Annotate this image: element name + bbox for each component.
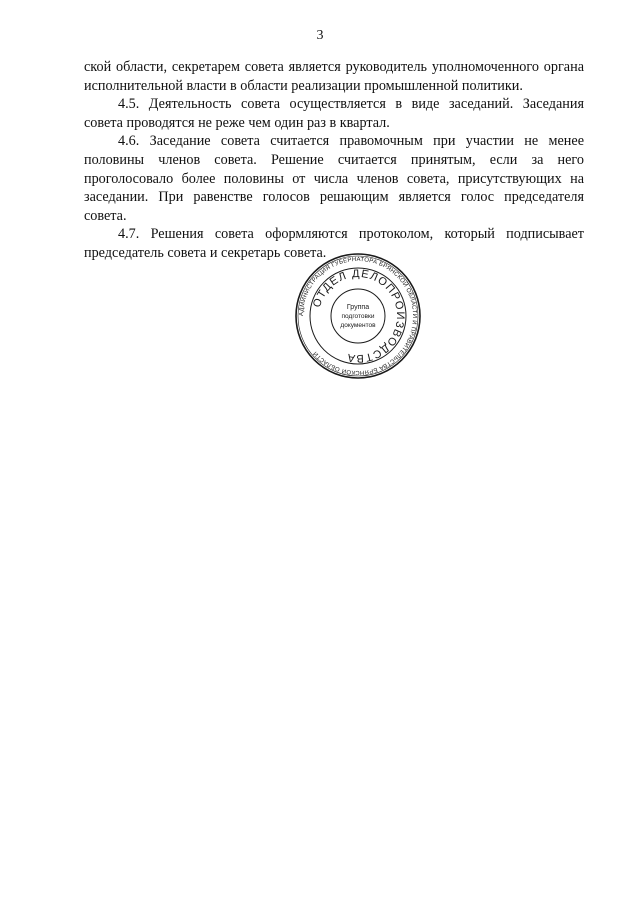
paragraph-4-7: 4.7. Решения совета оформляются протоколом, который подписывает председатель совета и секретарь совета. — [84, 226, 584, 261]
paragraph-4-6: 4.6. Заседание совета считается правомочным при участии не менее половины членов совета. Решение считается принятым, если за него проголосовало более половины от числа членов совета, присутствующих на заседании. При равенстве голосов решающим является голос председателя совета. — [84, 133, 584, 224]
page-number: 3 — [316, 28, 324, 43]
paragraph-continuation: ской области, секретарем совета является руководитель уполномоченного органа исполнительной власти в области реализации промышленной политики. — [84, 59, 584, 94]
stamp-graphic — [294, 252, 422, 380]
stamp-outer-textpath: АДМИНИСТРАЦИЯ ГУБЕРНАТОРА БРЯНСКОЙ ОБЛАСТИ И ПРАВИТЕЛЬСТВА БРЯНСКОЙ ОБЛАСТИ — [298, 256, 418, 376]
stamp-center-line-2: подготовки — [341, 313, 375, 320]
official-stamp — [294, 252, 422, 380]
document-body — [84, 58, 584, 263]
stamp-inner-textpath: ОТДЕЛ ДЕЛОПРОИЗВОДСТВА — [311, 267, 407, 365]
paragraph-4-5: 4.5. Деятельность совета осуществляется в виде заседаний. Заседания совета проводятся не реже чем один раз в квартал. — [84, 96, 584, 131]
stamp-center-line-3: документов — [340, 322, 376, 329]
stamp-center-line-1: Группа — [346, 304, 370, 311]
